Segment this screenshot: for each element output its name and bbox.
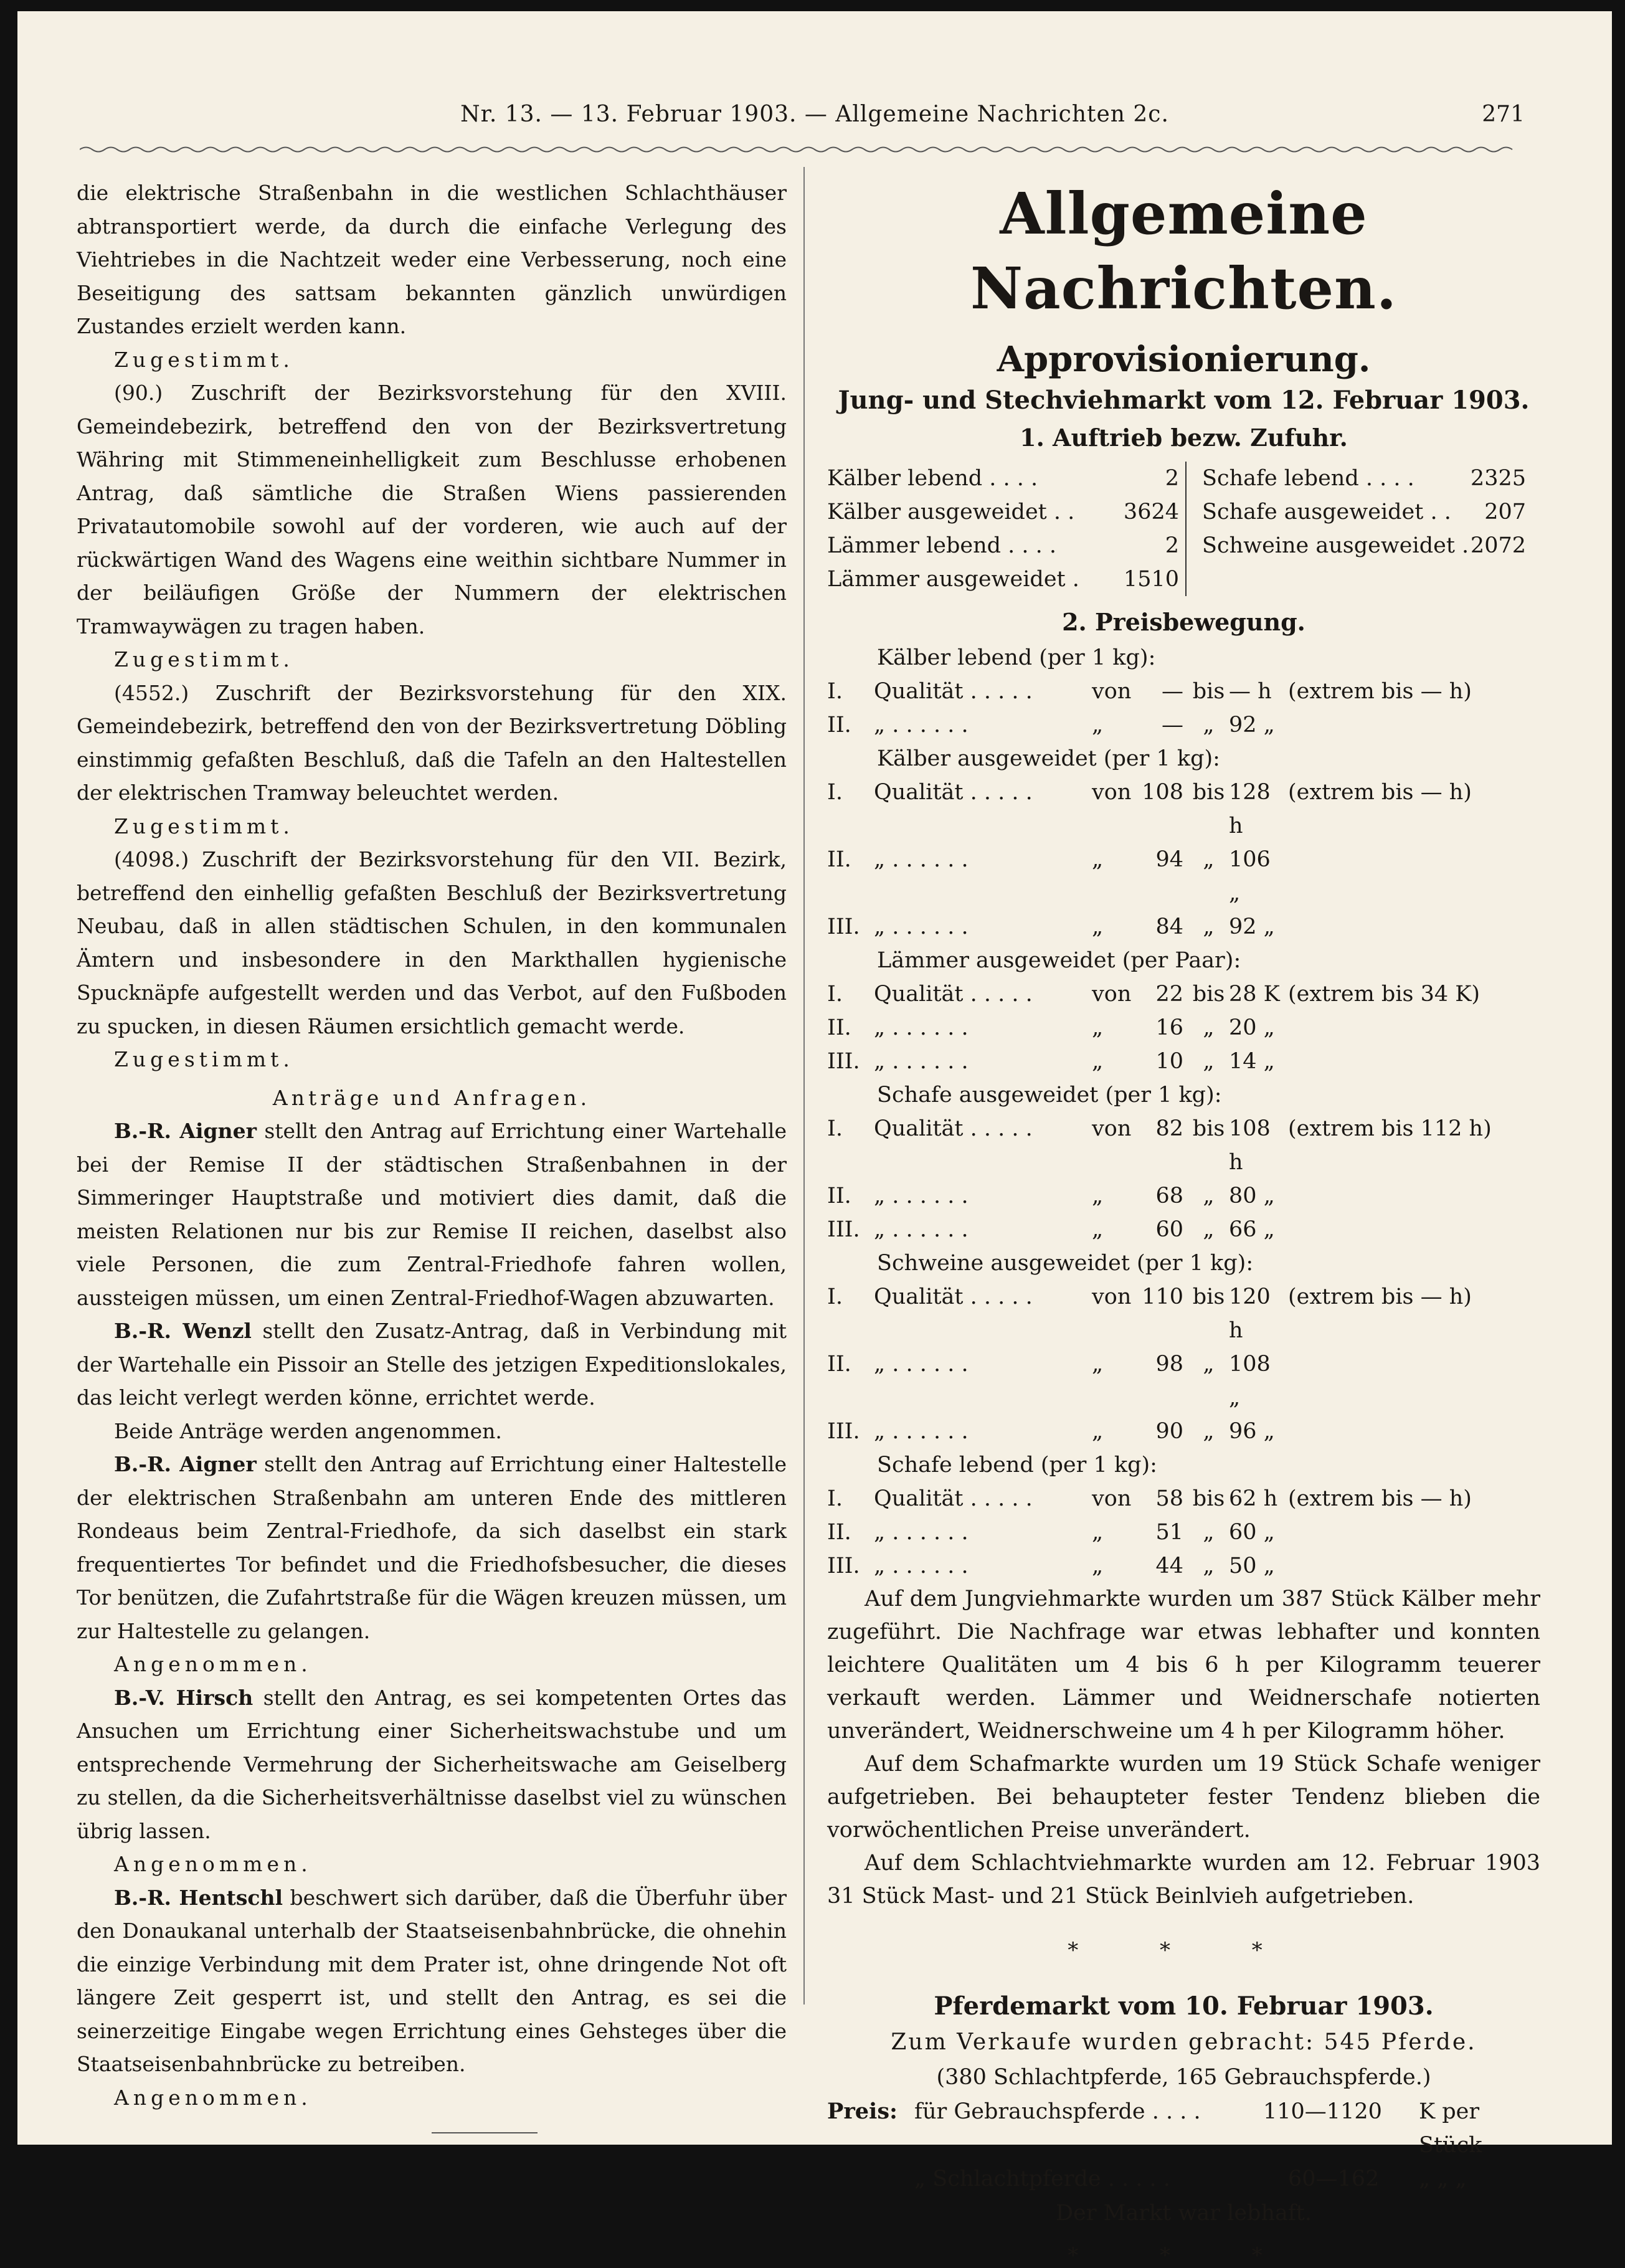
price-group-heading: Lämmer ausgeweidet (per Paar): xyxy=(877,948,1241,973)
extreme-price xyxy=(1288,1179,1503,1213)
resolution: Zugestimmt. xyxy=(114,1047,294,1071)
motion-text: stellt den Antrag, es sei kompetenten Ortes das Ansuchen um Errichtung einer Sicherheitswachstube und um entsprechende Vermehrung der Sicherheitswache am Geiselberg zu stellen, da die Sicherheitsverhältnisse daselbst viel zu wünschen übrig lassen. xyxy=(77,1685,787,1843)
quality-grade: II. xyxy=(827,1015,851,1040)
price-from: 44 xyxy=(1155,1554,1183,1578)
motion-paragraph xyxy=(77,1114,787,1314)
price-label: Preis: xyxy=(827,2099,898,2124)
page-header xyxy=(17,102,1612,139)
price-from: 60 xyxy=(1155,1217,1183,1242)
from-word: „ xyxy=(1092,1015,1104,1040)
price-row xyxy=(827,675,1540,708)
price-to: 28 K xyxy=(1229,982,1280,1007)
from-word: „ xyxy=(1092,1049,1104,1074)
motion-text: beschwert sich darüber, daß die Überfuhr über den Donaukanal unterhalb der Staatseisenbahnbrücke, die ohnehin die einzige Verbindung mit dem Prater ist, ohne dringende Not oft längere Zeit gesperrt ist, und stellt den Antrag, es sei die seinerzeitige Eingabe wegen Errichtung eines Gehsteges über die Staatseisenbahnbrücke zu betreiben. xyxy=(77,1885,787,2076)
supply-label: Lämmer ausgeweidet . xyxy=(827,567,1079,592)
paragraph: Auf dem Schafmarkte wurden um 19 Stück Schafe weniger aufgetrieben. Bei behaupteter fester Tendenz blieben die vorwöchentlichen Preise unverändert. xyxy=(827,1752,1540,1843)
price-from: 84 xyxy=(1155,914,1183,939)
to-word: „ xyxy=(1203,1217,1215,1242)
quality-label: „ . . . . . . xyxy=(874,713,969,738)
price-row xyxy=(827,910,1540,944)
separator-stars: * * * xyxy=(1068,1938,1300,1963)
resolution: Angenommen. xyxy=(114,1852,312,1876)
price-row xyxy=(827,1549,1540,1583)
resolution: Zugestimmt. xyxy=(114,814,294,838)
from-word: von xyxy=(1092,1116,1132,1141)
to-word: „ xyxy=(1203,1352,1215,1377)
quality-grade: I. xyxy=(827,1284,843,1309)
price-row xyxy=(827,708,1540,742)
resolution: Zugestimmt. xyxy=(114,647,294,671)
motion-paragraph xyxy=(77,1881,787,2081)
paragraph: (4098.) Zuschrift der Bezirksvorstehung für den VII. Bezirk, betreffend den einhellig gefaßten Beschluß der Bezirksvertretung Neubau, daß in allen städtischen Schulen, in den kommunalen Ämtern und insbesondere in den Markthallen hygienische Spucknäpfe aufgestellt werden und das Verbot, auf den Fußboden zu spucken, in diesen Räumen ersichtlich gemacht werde. xyxy=(77,847,787,1038)
horse-unit: „ „ „ xyxy=(1419,2166,1467,2191)
quality-grade: I. xyxy=(827,780,843,805)
extreme-price xyxy=(1288,1011,1503,1045)
supply-row xyxy=(1202,462,1526,495)
price-row xyxy=(827,1213,1540,1246)
page-number: 271 xyxy=(1482,102,1525,127)
extreme-price xyxy=(1288,843,1503,910)
from-word: „ xyxy=(1092,1554,1104,1578)
supply-value: 2325 xyxy=(1470,466,1526,491)
supply-row xyxy=(827,562,1179,596)
quality-label: „ . . . . . . xyxy=(874,914,969,939)
speaker-name: B.-R. Hentschl xyxy=(114,1885,283,1910)
price-to: 14 „ xyxy=(1229,1049,1275,1074)
subsection-title: Approvisionierung. xyxy=(997,339,1371,380)
horse-market-title: Pferdemarkt vom 10. Februar 1903. xyxy=(934,1991,1434,2021)
price-from: — xyxy=(1162,679,1183,704)
paragraph: Auf dem Schlachtviehmarkte wurden am 12. Februar 1903 31 Stück Mast- und 21 Stück Beinlvieh aufgetrieben. xyxy=(827,1851,1540,1909)
extreme-price: (extrem bis 112 h) xyxy=(1288,1116,1492,1141)
extreme-price xyxy=(1288,1516,1503,1549)
supply-value: 2072 xyxy=(1470,533,1526,558)
extreme-price: (extrem bis — h) xyxy=(1288,780,1472,805)
price-row xyxy=(827,977,1540,1011)
to-word: „ xyxy=(1203,1419,1215,1444)
price-from: 110 xyxy=(1142,1284,1183,1309)
price-row xyxy=(827,1112,1540,1179)
quality-grade: II. xyxy=(827,1352,851,1377)
quality-label: Qualität . . . . . xyxy=(874,1116,1033,1141)
resolution: Zugestimmt. xyxy=(114,347,294,372)
from-word: „ xyxy=(1092,1352,1104,1377)
extreme-price: (extrem bis — h) xyxy=(1288,679,1472,704)
supply-label: Schweine ausgeweidet . xyxy=(1202,533,1469,558)
from-word: „ xyxy=(1092,713,1104,738)
supply-value: 2 xyxy=(1165,466,1179,491)
price-to: 80 „ xyxy=(1229,1184,1275,1208)
supply-value: 3624 xyxy=(1123,500,1179,524)
supply-table xyxy=(827,462,1540,596)
quality-grade: II. xyxy=(827,713,851,738)
supply-row xyxy=(1202,495,1526,529)
price-to: 66 „ xyxy=(1229,1217,1275,1242)
quality-label: Qualität . . . . . xyxy=(874,679,1033,704)
supply-row xyxy=(827,529,1179,562)
supply-heading: 1. Auftrieb bezw. Zufuhr. xyxy=(1020,424,1348,452)
market-title: Jung- und Stechviehmarkt vom 12. Februar 1903. xyxy=(838,386,1530,415)
quality-grade: III. xyxy=(827,914,860,939)
price-group-heading: Schafe ausgeweidet (per 1 kg): xyxy=(877,1083,1222,1108)
horse-type: für Gebrauchspferde . . . . xyxy=(914,2099,1201,2124)
price-to: 108 „ xyxy=(1229,1352,1271,1410)
from-word: „ xyxy=(1092,1184,1104,1208)
speaker-name: B.-R. Aigner xyxy=(114,1452,257,1476)
price-from: 22 xyxy=(1155,982,1183,1007)
section-heading: Anträge und Anfragen. xyxy=(272,1085,591,1110)
price-from: 68 xyxy=(1155,1184,1183,1208)
document-page xyxy=(17,11,1612,2268)
extreme-price xyxy=(1288,1549,1503,1583)
price-from: 58 xyxy=(1155,1486,1183,1511)
quality-label: „ . . . . . . xyxy=(874,1217,969,1242)
price-from: 90 xyxy=(1155,1419,1183,1444)
quality-grade: I. xyxy=(827,1486,843,1511)
supply-label: Kälber ausgeweidet . . xyxy=(827,500,1075,524)
horse-price-row xyxy=(827,2162,1540,2196)
price-heading: 2. Preisbewegung. xyxy=(1062,608,1305,636)
quality-grade: II. xyxy=(827,1184,851,1208)
price-from: 94 xyxy=(1155,847,1183,872)
motion-paragraph xyxy=(77,1681,787,1848)
extreme-price xyxy=(1288,1415,1503,1448)
price-row xyxy=(827,1516,1540,1549)
paragraph: (4552.) Zuschrift der Bezirksvorstehung für den XIX. Gemeindebezirk, betreffend den von der Bezirksvertretung Döbling einstimmig gefaßten Beschluß, daß die Tafeln an den Haltestellen der elektrischen Tramway beleuchtet werden. xyxy=(77,680,787,805)
header-rule xyxy=(80,145,1518,154)
horse-unit: K per Stück xyxy=(1419,2099,1482,2158)
price-group-heading: Kälber lebend (per 1 kg): xyxy=(877,645,1156,670)
price-table xyxy=(827,641,1540,1583)
price-to: 96 „ xyxy=(1229,1419,1275,1444)
horse-price-row xyxy=(827,2095,1540,2162)
extreme-price xyxy=(1288,708,1503,742)
extreme-price xyxy=(1288,910,1503,944)
quality-grade: II. xyxy=(827,847,851,872)
from-word: von xyxy=(1092,1284,1132,1309)
from-word: von xyxy=(1092,679,1132,704)
extreme-price: (extrem bis — h) xyxy=(1288,1486,1472,1511)
price-row xyxy=(827,1347,1540,1415)
speaker-name: B.-R. Aigner xyxy=(114,1119,257,1143)
quality-grade: I. xyxy=(827,982,843,1007)
price-row xyxy=(827,843,1540,910)
supply-value: 1510 xyxy=(1123,567,1179,592)
right-column xyxy=(827,176,1540,2268)
to-word: „ xyxy=(1203,914,1215,939)
price-group-heading: Schweine ausgeweidet (per 1 kg): xyxy=(877,1251,1254,1276)
motion-text: stellt den Zusatz-Antrag, daß in Verbindung mit der Wartehalle ein Pissoir an Stelle des jetzigen Expeditionslokales, das leicht verlegt werden könne, errichtet werde. xyxy=(77,1319,787,1410)
price-group-heading: Kälber ausgeweidet (per 1 kg): xyxy=(877,746,1220,771)
from-word: von xyxy=(1092,780,1132,805)
motion-text: stellt den Antrag auf Errichtung einer Wartehalle bei der Remise II der städtischen Straßenbahnen in der Simmeringer Hauptstraße und motiviert dies damit, daß die meisten Relationen nur bis zur Remise II reichen, daselbst also viele Personen, die zum Zentral-Friedhofe fahren wollen, aussteigen müssen, um einen Zentral-Friedhof-Wagen abzuwarten. xyxy=(77,1119,787,1310)
to-word: bis xyxy=(1192,982,1225,1007)
to-word: „ xyxy=(1203,1554,1215,1578)
paragraph: die elektrische Straßenbahn in die westlichen Schlachthäuser abtransportiert werde, da durch die einfache Verlegung des Viehtriebes in die Nachtzeit weder eine Verbesserung, noch eine Beseitigung des sattsam bekannten gänzlich unwürdigen Zustandes erzielt werden kann. xyxy=(77,181,787,338)
supply-row xyxy=(827,495,1179,529)
price-to: 92 „ xyxy=(1229,914,1275,939)
price-to: 50 „ xyxy=(1229,1554,1275,1578)
paragraph: Auf dem Jungviehmarkte wurden um 387 Stück Kälber mehr zugeführt. Die Nachfrage war etwas lebhafter und konnten leichtere Qualitäten um 4 bis 6 h per Kilogramm teuerer verkauft werden. Lämmer und Weidnerschafe notierten unverändert, Weidnerschweine um 4 h per Kilogramm höher. xyxy=(827,1587,1540,1744)
supply-value: 2 xyxy=(1165,533,1179,558)
supply-label: Kälber lebend . . . . xyxy=(827,466,1038,491)
quality-label: „ . . . . . . xyxy=(874,1049,969,1074)
horse-price: 110—1120 xyxy=(1263,2099,1382,2124)
resolution: Angenommen. xyxy=(114,1652,312,1676)
to-word: „ xyxy=(1203,1184,1215,1208)
quality-grade: III. xyxy=(827,1419,860,1444)
separator-stars: * * * xyxy=(1068,2243,1300,2268)
supply-label: Schafe lebend . . . . xyxy=(1202,466,1414,491)
left-column xyxy=(77,176,787,2115)
price-from: — xyxy=(1162,713,1183,738)
price-to: 60 „ xyxy=(1229,1520,1275,1545)
quality-label: „ . . . . . . xyxy=(874,847,969,872)
price-row xyxy=(827,776,1540,843)
price-group-heading: Schafe lebend (per 1 kg): xyxy=(877,1453,1157,1478)
quality-grade: III. xyxy=(827,1049,860,1074)
to-word: bis xyxy=(1192,1284,1225,1309)
horse-price: 60—162 xyxy=(1288,2166,1380,2191)
price-to: 62 h xyxy=(1229,1486,1278,1511)
to-word: bis xyxy=(1192,1486,1225,1511)
extreme-price xyxy=(1288,1213,1503,1246)
to-word: „ xyxy=(1203,1015,1215,1040)
supply-right xyxy=(1187,462,1526,596)
to-word: „ xyxy=(1203,713,1215,738)
price-row xyxy=(827,1179,1540,1213)
price-row xyxy=(827,1482,1540,1516)
price-to: — h xyxy=(1229,679,1272,704)
to-word: bis xyxy=(1192,1116,1225,1141)
from-word: von xyxy=(1092,982,1132,1007)
from-word: „ xyxy=(1092,1520,1104,1545)
quality-label: Qualität . . . . . xyxy=(874,1486,1033,1511)
price-from: 10 xyxy=(1155,1049,1183,1074)
extreme-price: (extrem bis 34 K) xyxy=(1288,982,1481,1007)
quality-label: Qualität . . . . . xyxy=(874,982,1033,1007)
from-word: „ xyxy=(1092,847,1104,872)
quality-label: „ . . . . . . xyxy=(874,1520,969,1545)
resolution: Angenommen. xyxy=(114,2085,312,2110)
supply-row xyxy=(1202,529,1526,562)
horse-line: (380 Schlachtpferde, 165 Gebrauchspferde.) xyxy=(936,2065,1431,2090)
quality-grade: II. xyxy=(827,1520,851,1545)
speaker-name: B.-V. Hirsch xyxy=(114,1685,253,1710)
price-from: 98 xyxy=(1155,1352,1183,1377)
to-word: „ xyxy=(1203,1520,1215,1545)
quality-label: „ . . . . . . xyxy=(874,1352,969,1377)
to-word: bis xyxy=(1192,780,1225,805)
motion-text: stellt den Antrag auf Errichtung einer Haltestelle der elektrischen Straßenbahn am unteren Ende des mittleren Rondeaus beim Zentral-Friedhofe, da sich daselbst ein stark frequentiertes Tor befindet und die Friedhofsbesucher, die dieses Tor benützen, die Zufahrtstraße für die Wägen kreuzen müssen, um zur Haltestelle zu gelangen. xyxy=(77,1452,787,1643)
to-word: bis xyxy=(1192,679,1225,704)
motion-paragraph xyxy=(77,1448,787,1648)
quality-grade: I. xyxy=(827,1116,843,1141)
resolution: Beide Anträge werden angenommen. xyxy=(114,1418,502,1443)
quality-grade: I. xyxy=(827,679,843,704)
running-title: Nr. 13. — 13. Februar 1903. — Allgemeine Nachrichten 2c. xyxy=(460,102,1169,127)
from-word: „ xyxy=(1092,914,1104,939)
price-row xyxy=(827,1045,1540,1078)
motion-paragraph xyxy=(77,1314,787,1415)
quality-label: „ . . . . . . xyxy=(874,1419,969,1444)
supply-value: 207 xyxy=(1484,500,1526,524)
price-row xyxy=(827,1280,1540,1347)
price-from: 51 xyxy=(1155,1520,1183,1545)
price-from: 16 xyxy=(1155,1015,1183,1040)
section-title: Allgemeine Nachrichten. xyxy=(970,180,1397,322)
from-word: „ xyxy=(1092,1217,1104,1242)
price-to: 92 „ xyxy=(1229,713,1275,738)
quality-grade: III. xyxy=(827,1554,860,1578)
end-rule xyxy=(432,2132,538,2133)
column-divider xyxy=(803,167,805,2005)
extreme-price xyxy=(1288,1045,1503,1078)
horse-type: „ Schlachtpferde . . . . . xyxy=(914,2166,1170,2191)
quality-label: „ . . . . . . xyxy=(874,1015,969,1040)
quality-grade: III. xyxy=(827,1217,860,1242)
quality-label: Qualität . . . . . xyxy=(874,1284,1033,1309)
supply-label: Schafe ausgeweidet . . xyxy=(1202,500,1451,524)
supply-left xyxy=(827,462,1187,596)
price-row xyxy=(827,1415,1540,1448)
from-word: von xyxy=(1092,1486,1132,1511)
horse-line: Der Markt war lebhaft. xyxy=(1055,2201,1312,2226)
price-to: 106 „ xyxy=(1229,847,1271,906)
price-to: 128 h xyxy=(1229,780,1271,838)
supply-row xyxy=(827,462,1179,495)
horse-line: Zum Verkaufe wurden gebracht: 545 Pferde. xyxy=(891,2029,1477,2055)
extreme-price xyxy=(1288,1347,1503,1415)
price-to: 108 h xyxy=(1229,1116,1271,1175)
price-to: 20 „ xyxy=(1229,1015,1275,1040)
quality-label: Qualität . . . . . xyxy=(874,780,1033,805)
extreme-price: (extrem bis — h) xyxy=(1288,1284,1472,1309)
quality-label: „ . . . . . . xyxy=(874,1554,969,1578)
from-word: „ xyxy=(1092,1419,1104,1444)
price-to: 120 h xyxy=(1229,1284,1271,1343)
supply-label: Lämmer lebend . . . . xyxy=(827,533,1057,558)
price-from: 82 xyxy=(1155,1116,1183,1141)
quality-label: „ . . . . . . xyxy=(874,1184,969,1208)
price-row xyxy=(827,1011,1540,1045)
paragraph: (90.) Zuschrift der Bezirksvorstehung für den XVIII. Gemeindebezirk, betreffend den von der Bezirksvertretung Währing mit Stimmeneinhelligkeit zum Beschlusse erhobenen Antrag, daß sämtliche die Straßen Wiens passierenden Privatautomobile sowohl auf der vorderen, wie auch auf der rückwärtigen Wand des Wagens eine weithin sichtbare Nummer in der beiläufigen Größe der Nummern der elektrischen Tramwaywägen zu tragen haben. xyxy=(77,381,787,638)
to-word: „ xyxy=(1203,847,1215,872)
speaker-name: B.-R. Wenzl xyxy=(114,1319,252,1343)
to-word: „ xyxy=(1203,1049,1215,1074)
price-from: 108 xyxy=(1142,780,1183,805)
